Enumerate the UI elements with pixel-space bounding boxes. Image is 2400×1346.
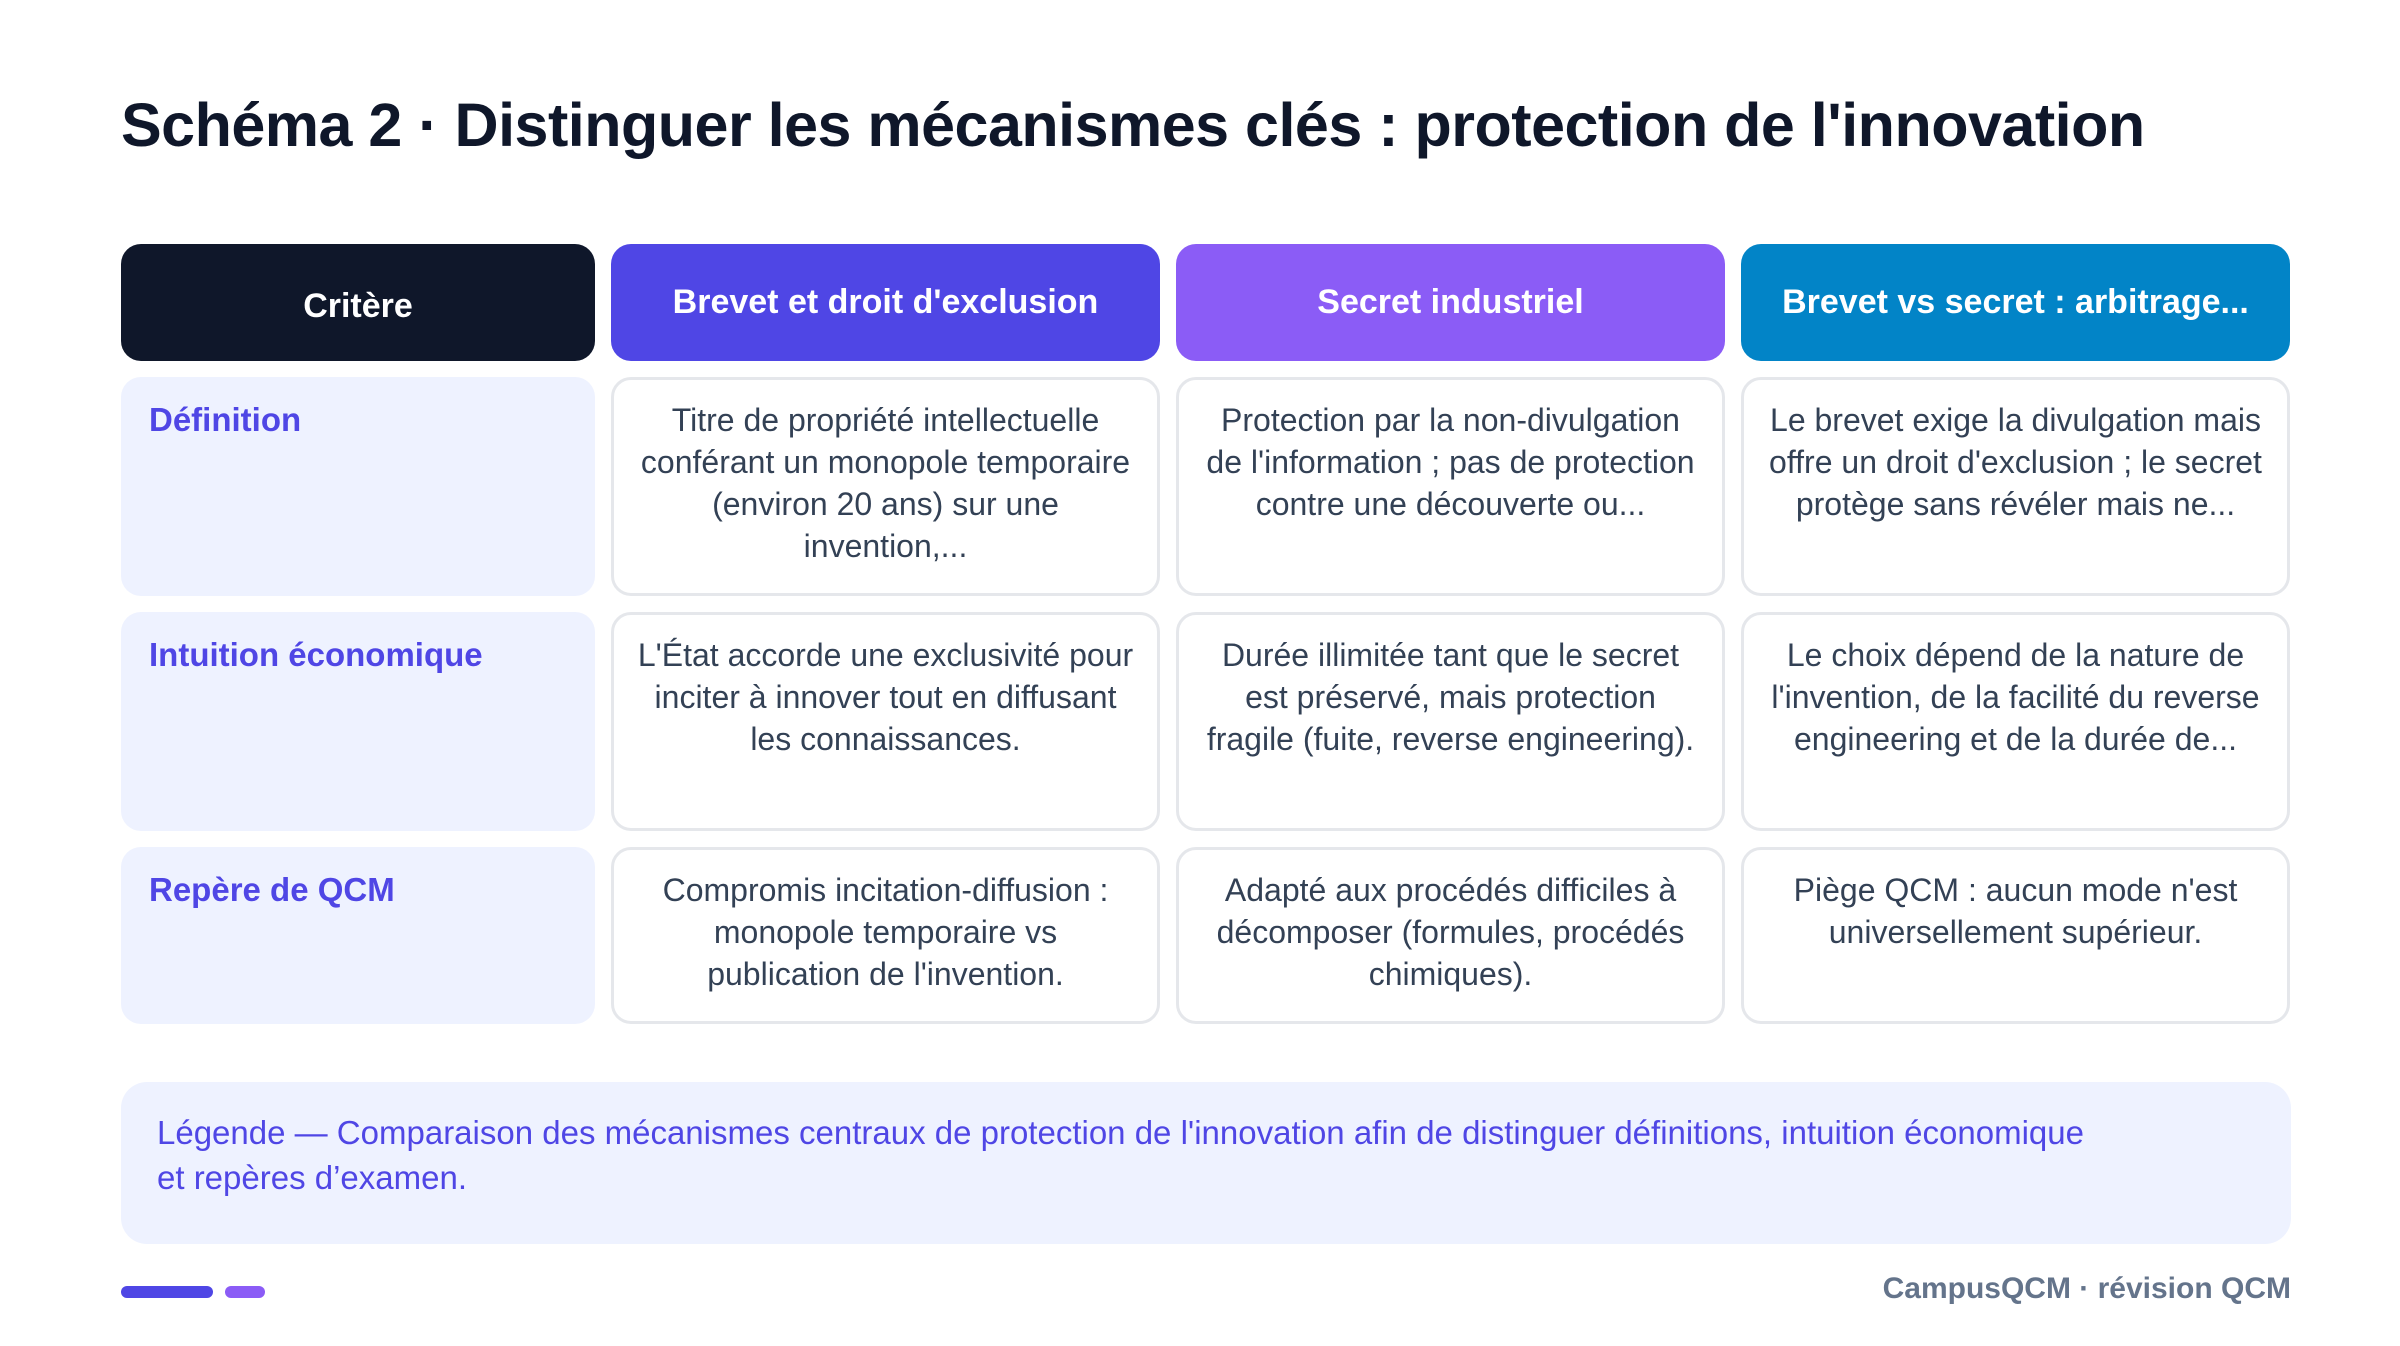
- footer-brand: CampusQCM · révision QCM: [1882, 1272, 2291, 1305]
- table-cell: Le brevet exige la divulgation mais offre un droit d'exclusion ; le secret protège sans révéler mais ne...: [1741, 377, 2290, 596]
- column-header-brevet: Brevet et droit d'exclusion: [611, 244, 1160, 361]
- row-label-definition: Définition: [121, 377, 595, 596]
- comparison-table: [121, 244, 2290, 1024]
- table-cell: Titre de propriété intellectuelle conférant un monopole temporaire (environ 20 ans) sur une invention,...: [611, 377, 1160, 596]
- legend-text: Légende — Comparaison des mécanismes centraux de protection de l'innovation afin de distinguer définitions, intuition économique et repères d’examen.: [157, 1114, 2084, 1196]
- table-cell: Durée illimitée tant que le secret est préservé, mais protection fragile (fuite, reverse engineering).: [1176, 612, 1725, 831]
- column-header-secret: Secret industriel: [1176, 244, 1725, 361]
- table-cell: Compromis incitation-diffusion : monopole temporaire vs publication de l'invention.: [611, 847, 1160, 1024]
- table-cell: L'État accorde une exclusivité pour inciter à innover tout en diffusant les connaissances.: [611, 612, 1160, 831]
- table-cell: Adapté aux procédés difficiles à décomposer (formules, procédés chimiques).: [1176, 847, 1725, 1024]
- legend-box: [121, 1082, 2291, 1244]
- row-label-qcm: Repère de QCM: [121, 847, 595, 1024]
- column-header-arbitrage: Brevet vs secret : arbitrage...: [1741, 244, 2290, 361]
- table-cell: Le choix dépend de la nature de l'invention, de la facilité du reverse engineering et de la durée de...: [1741, 612, 2290, 831]
- table-cell: Piège QCM : aucun mode n'est universellement supérieur.: [1741, 847, 2290, 1024]
- row-label-intuition: Intuition économique: [121, 612, 595, 831]
- progress-bar-secondary: [225, 1286, 265, 1298]
- progress-bar-primary: [121, 1286, 213, 1298]
- page-title: Schéma 2 · Distinguer les mécanismes clés : protection de l'innovation: [121, 91, 2145, 159]
- table-cell: Protection par la non-divulgation de l'information ; pas de protection contre une découverte ou...: [1176, 377, 1725, 596]
- column-header-criterion: Critère: [121, 244, 595, 361]
